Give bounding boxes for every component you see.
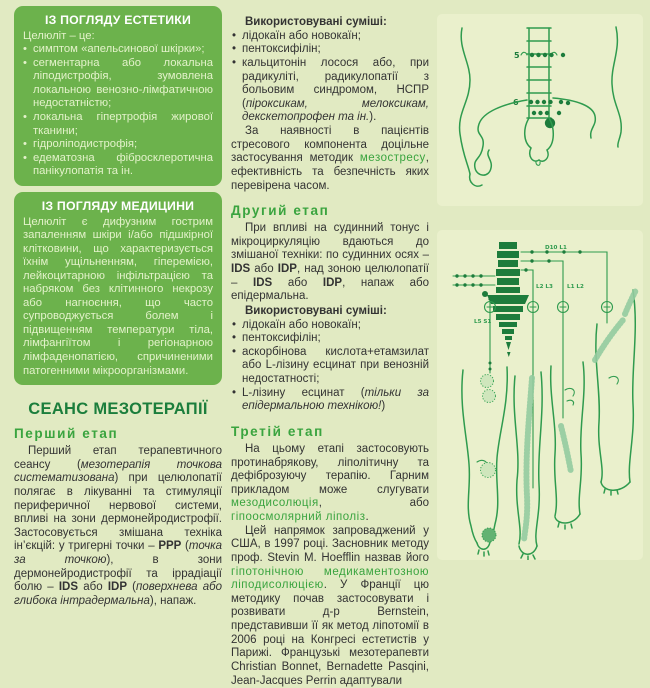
level-6-label: 6 <box>513 98 519 107</box>
left-column <box>14 0 222 609</box>
pelvis-diagram-panel <box>437 14 643 206</box>
stage1-paragraph: Перший етап терапевтичного сеансу (мезотерапія точкова систематизована) при целюлопатії полягає в лікуванні та стимуляції периферичної нервової системи, впливі на зони дермонейродистрофії. Застосовується змішана техніка ін’єкцій: у тригерні точки – PPP (точка за точкою), в зони дермонейродистрофії та іррадіації болю – IDS або IDP (поверхнева або глибока інтрадермальна), напаж. <box>14 445 223 607</box>
list-item: • симптом «апельсинової шкірки»; <box>23 43 213 57</box>
stage3-paragraph-1: На цьому етапі застосовують протинабрякову, ліполітичну та дефіброзуючу терапію. Гарним прикладом може слугувати мезодисолюція, або гіпоосмолярний ліполіз. <box>231 442 429 523</box>
dermatome-label-l2l3: L2 L3 <box>536 284 553 290</box>
dermatome-diagram-panel <box>437 230 643 560</box>
list-item: • аскорбінова кислота+етамзилат або L-лізину есцинат при венозній недостатності; <box>231 346 429 387</box>
list-item: • кальцитонін лосося або, при радикуліті, радикулопатії з больовим синдромом, НСПР (піроксикам, мелоксикам, декскетопрофен та ін.). <box>231 57 429 125</box>
esthetics-box-title: ІЗ ПОГЛЯДУ ЕСТЕТИКИ <box>44 13 192 27</box>
esthetics-intro: Целюліт – це: <box>23 29 95 42</box>
mixes1-title: Використовувані суміші: <box>245 16 387 28</box>
page-title: СЕАНС МЕЗОТЕРАПІЇ <box>28 400 208 419</box>
stage2-title: Другий етап <box>231 203 330 219</box>
stage3-paragraph-2: Цей напрямок запроваджений у США, в 1997 році. Засновник методу проф. Stevin M. Hoefflin назвав його гіпотонічною медикаментозною ліподисолюцією. У Франції цю методику почав застосовувати і розвивати д-р Bernstein, представивши її як метод ліпотомії в 2006 році на Конгресі естетистів у Парижі. Французькі мезотерапевти Christian Bonnet, Bernadette Pasqini, Jean-Jacques Perrin адаптували <box>231 524 429 687</box>
middle-column <box>231 15 429 688</box>
stress-paragraph: За наявності в пацієнтів стресового компонента доцільне застосування методик мезостресу, ефективність та безпечність яких перевірена часом. <box>231 125 429 192</box>
list-item: • гідроліподистрофія; <box>23 138 213 152</box>
stage3-title: Третій етап <box>231 423 324 439</box>
list-item: • едематозна фібросклеротична панікулопатія та ін. <box>23 152 213 179</box>
list-item: • локальна гіпертрофія жирової тканини; <box>23 111 213 138</box>
spine-silhouette <box>487 242 529 357</box>
pelvis-injection-diagram <box>437 14 643 206</box>
stage1-title: Перший етап <box>14 426 119 442</box>
list-item: • лідокаїн або новокаїн; <box>231 319 429 333</box>
mixes1-list <box>231 30 429 125</box>
esthetics-list <box>23 43 213 178</box>
mixes2-list <box>231 319 429 414</box>
list-item: • пентоксифілін; <box>231 43 429 57</box>
list-item: • пентоксифілін; <box>231 332 429 346</box>
list-item: • L-лізину есцинат (тільки за епідермальною технікою!) <box>231 387 429 414</box>
stage2-paragraph: При впливі на судинний тонус і мікроциркуляцію вдаються до змішаної техніки: по судинних осях – IDS або IDP, над зоною целюлопатії – IDS або IDP, напаж або епідермальна. <box>231 222 429 303</box>
esthetics-box <box>14 6 222 186</box>
mixes2-title: Використовувані суміші: <box>245 304 387 317</box>
medicine-text: Целюліт є дифузним гострим запаленням шкіри і/або підшкірної клітковини, що характеризується їхнім ущільненням, гіперемією, лейкоцитарною інфільтрацією та набряком без клітинного некрозу або нагноєння, що часто супроводжується болем і підвищенням температури тіла, лімфангіїтом і регіонарною лімфаденопатією, спричиненими патогенними мікроорганізмами. <box>23 215 213 377</box>
list-item: • лідокаїн або новокаїн; <box>231 30 429 44</box>
medicine-box-title: ІЗ ПОГЛЯДУ МЕДИЦИНИ <box>41 198 195 213</box>
dermatome-label-l5s1: L5 S1 <box>474 319 492 325</box>
level-5-label: 5 <box>514 51 520 60</box>
dermatome-label-d10l1: D10 L1 <box>545 245 567 251</box>
list-item: • сегментарна або локальна ліподистрофія, зумовлена локальною венозно-лімфатичною недостатністю; <box>23 57 213 111</box>
spine-legs-diagram <box>437 230 643 560</box>
medicine-box <box>14 192 222 385</box>
dermatome-label-l1l2: L1 L2 <box>567 284 584 290</box>
